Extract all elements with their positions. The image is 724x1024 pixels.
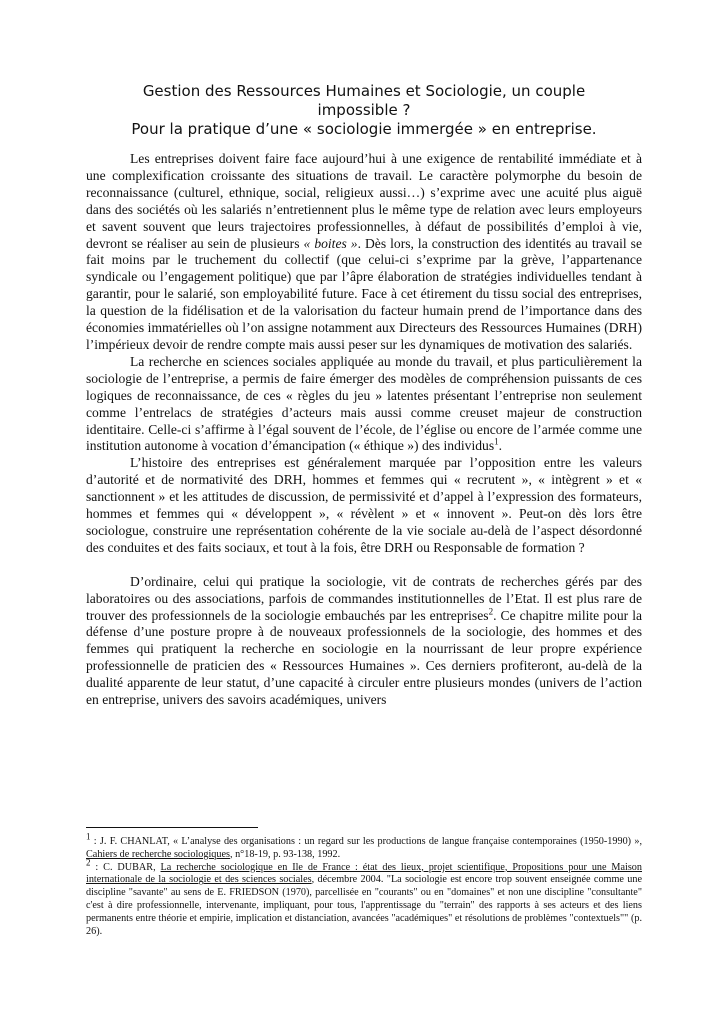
footnote-1 bbox=[86, 831, 642, 862]
paragraph-1-rest: . Dès lors, la construction des identités au travail se fait moins par le truchement du collectif (que celui-ci s’exprime par la grève, l’appartenance syndicale ou l’engagement politique) que par l’âpre élaboration de stratégies individuelles tendant à garantir, pour le salarié, son employabilité future. Face à cet étirement du tissu social des entreprises, la question de la fidélisation et de la valorisation du facteur humain prend de l’importance dans des économies immatérielles où l’on assigne notamment aux Directeurs des Ressources Humaines (DRH) l’impérieux devoir de rendre compte mais aussi peser sur les dynamiques de motivation des salariés. bbox=[86, 235, 642, 352]
document-body bbox=[86, 151, 642, 709]
footnote-1-mark: 1 bbox=[86, 831, 91, 842]
footnote-ref-1[interactable]: 1 bbox=[494, 436, 499, 447]
paragraph-1-emphasis: « boites » bbox=[303, 235, 358, 251]
title-line-2: impossible ? bbox=[317, 101, 411, 119]
footnote-1-rest: , n°18-19, p. 93-138, 1992. bbox=[229, 848, 341, 860]
paragraph-2 bbox=[86, 354, 642, 455]
footnote-ref-2[interactable]: 2 bbox=[488, 606, 494, 617]
footnote-2-text: : C. DUBAR, bbox=[90, 861, 161, 873]
paragraph-1-text: Les entreprises doivent faire face aujourd’hui à une exigence de rentabilité immédiate et à une complexification croissante des situations de travail. Le caractère polymorphe du besoin de reconnaissance (culturel, ethnique, social, religieux aussi…) s’exprime avec une acuité plus aiguë dans des sociétés où les salariés n’entretiennent plus le même type de relation avec leurs employeurs et savent souvent que leurs trajectoires professionnelles, à défaut de possibilités d’emploi à vie, devront se réaliser au sein de plusieurs bbox=[86, 151, 642, 251]
paragraph-2-end: . bbox=[498, 438, 503, 454]
footnote-1-text: : J. F. CHANLAT, « L’analyse des organisations : un regard sur les productions de langue française contemporaines (1950-1990) », bbox=[90, 836, 642, 847]
paragraph-4 bbox=[86, 574, 642, 709]
paragraph-4-rest: . Ce chapitre milite pour la défense d’une posture propre à de nouveaux professionnels de la sociologie, des hommes et des femmes qui pratiquent la recherche en sociologie en la nourrissant de leur propre expérience professionnelle de praticien des « Ressources Humaines ». Ces derniers profiteront, au-delà de la dualité apparente de leur statut, d’une capacité à circuler entre plusieurs mondes (univers de l’action en entreprise, univers des savoirs académiques, univers bbox=[86, 607, 643, 708]
document-title bbox=[86, 82, 642, 139]
title-line-1: Gestion des Ressources Humaines et Sociologie, un couple bbox=[142, 82, 586, 100]
paragraph-2-text: La recherche en sciences sociales appliquée au monde du travail, et plus particulièrement la sociologie de l’entreprise, a permis de faire émerger des modèles de compréhension puissants de ces logiques de reconnaissance, de ces « règles du jeu » latentes présentant l’entreprise non seulement comme l’entrelacs de stratégies d’acteurs mais aussi comme creuset majeur de construction identitaire. Celle-ci s’affirme à l’égal souvent de l’école, de l’église ou encore de l’armée comme une institution autonome à vocation d’émancipation (« éthique ») des individus bbox=[86, 353, 642, 454]
footnote-2-rest: , décembre 2004. "La sociologie est encore trop souvent enseignée comme une discipline "savante" au sens de E. FRIEDSON (1970), parcellisée en "courants" ou en "domaines" et non une discipline "consultante" c'est à dire professionnelle, intervenante, impliquant, pour tous, l'apprentissage du "terrain" des rapports à ses acteurs et des liens permanents entre théorie et empirie, implication et distanciation, avancées "académiques" et résolutions de problèmes "contextuels"" (p. 26). bbox=[86, 874, 642, 937]
footnote-2-mark: 2 bbox=[86, 857, 91, 868]
footnote-2-source-title: La recherche sociologique en Ile de France : état des lieux, projet scientifique, Propositions pour une Maison internationale de la sociologie et des sciences sociales bbox=[86, 861, 642, 886]
title-line-3: Pour la pratique d’une « sociologie immergée » en entreprise. bbox=[131, 120, 597, 138]
footnote-2 bbox=[86, 857, 642, 939]
paragraph-1 bbox=[86, 151, 642, 354]
paragraph-3: L’histoire des entreprises est généralement marquée par l’opposition entre les valeurs d’autorité et de normativité des DRH, hommes et femmes qui « recrutent », « intègrent » et « sanctionnent » et les attitudes de discussion, de permissivité et d’appel à l’expression des formateurs, hommes et femmes qui « développent », « révèlent » et « innovent ». Peut-on dès lors être sociologue, construire une représentation cohérente de la vie sociale au-delà de l’aspect désordonné des conduites et des faits sociaux, et tout à la fois, être DRH ou Responsable de formation ? bbox=[86, 455, 642, 555]
footnote-divider bbox=[86, 827, 258, 828]
footnotes bbox=[86, 827, 642, 938]
footnote-1-source-title: Cahiers de recherche sociologiques bbox=[86, 848, 230, 860]
paragraph-4-text: D’ordinaire, celui qui pratique la sociologie, vit de contrats de recherches gérés par des laboratoires ou des associations, parfois de commandes institutionnelles de l’Etat. Il est plus rare de trouver des professionnels de la sociologie embauchés par les entreprises bbox=[86, 573, 642, 623]
